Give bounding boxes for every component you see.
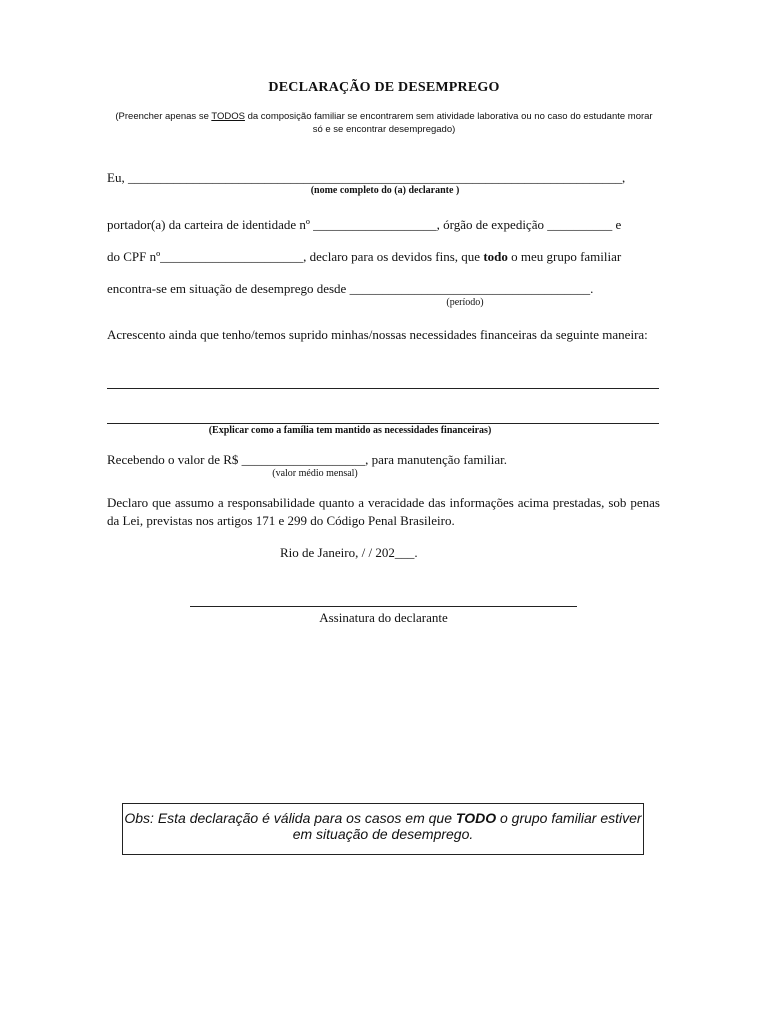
signature-label: Assinatura do declarante <box>319 610 448 625</box>
financial-means-paragraph: Acrescento ainda que tenho/temos suprido minhas/nossas necessidades financeiras da seguinte maneira: <box>107 327 648 342</box>
name-line: Eu, ____________________________________________________________________________, <box>107 170 626 185</box>
explanation-line-2 <box>107 423 659 424</box>
cpf-line-bold: todo <box>483 249 508 264</box>
name-caption: (nome completo do (a) declarante ) <box>310 185 460 196</box>
income-value-caption: (valor médio mensal) <box>272 468 358 479</box>
explanation-caption: (Explicar como a família tem mantido as necessidades financeiras) <box>208 425 492 436</box>
cpf-line <box>107 249 660 265</box>
cpf-line-text-end: o meu grupo familiar <box>507 249 622 264</box>
signature-line <box>190 606 577 607</box>
instructions-emphasis: TODOS <box>211 111 245 122</box>
id-card-line: portador(a) da carteira de identidade nº ___________________, órgão de expedição __________ e <box>107 217 622 232</box>
instructions-text-end: da composição familiar se encontrarem sem atividade laborativa ou no caso do estudante morar só e se encontrar desempregado) <box>244 111 653 135</box>
instructions-note <box>110 110 658 136</box>
unemployment-since-line: encontra-se em situação de desemprego desde _____________________________________. <box>107 281 594 296</box>
period-caption: (período) <box>446 297 484 308</box>
observation-text-end: o grupo familiar estiver em situação de desemprego. <box>292 810 642 842</box>
income-value-line: Recebendo o valor de R$ ___________________, para manutenção familiar. <box>107 452 508 467</box>
responsibility-paragraph: Declaro que assumo a responsabilidade quanto a veracidade das informações acima prestadas, sob penas da Lei, previstas nos artigos 171 e 299 do Código Penal Brasileiro. <box>107 495 660 528</box>
place-date-line: Rio de Janeiro, / / 202___. <box>280 545 418 560</box>
observation-text: Obs: Esta declaração é válida para os casos em que <box>124 810 456 826</box>
observation-bold: TODO <box>455 810 497 826</box>
instructions-text: (Preencher apenas se <box>115 111 212 122</box>
cpf-line-text: do CPF nº______________________, declaro para os devidos fins, que <box>107 249 484 264</box>
document-title: DECLARAÇÃO DE DESEMPREGO <box>268 80 500 95</box>
observation-box <box>122 803 644 855</box>
explanation-line-1 <box>107 388 659 389</box>
